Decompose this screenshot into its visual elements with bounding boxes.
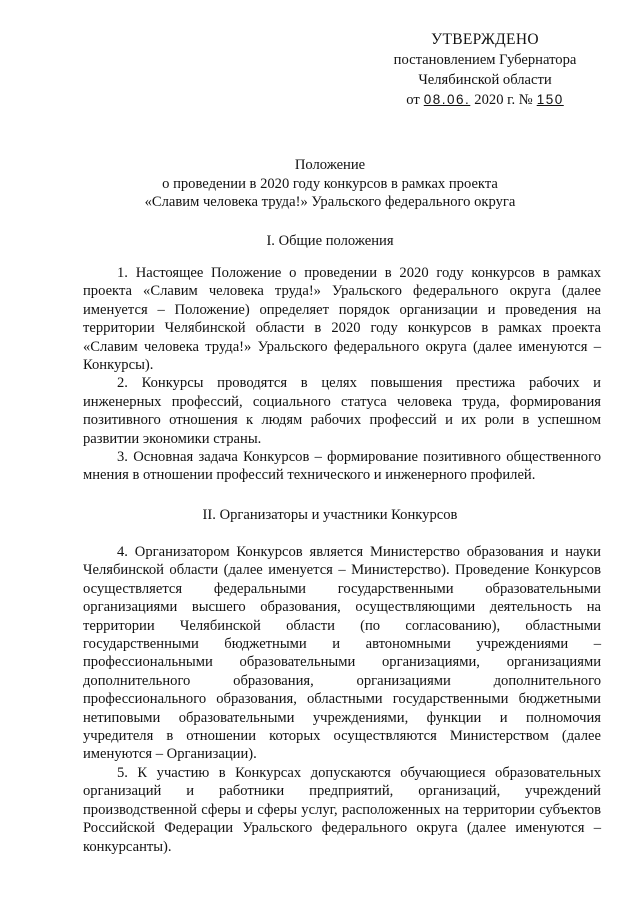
document-title [80,156,580,212]
approval-date: 08.06. [423,92,471,107]
paragraph-4: 4. Организатором Конкурсов является Министерство образования и науки Челябинской области (далее именуется – Министерство). Проведение Конкурсов осуществляется федеральными государственными образовательными организациями высшего образования, осуществляющими деятельность на территории Челябинской области (по согласованию), областными государственными бюджетными и автономными учреждениями – профессиональными образовательными организациями, организациями дополнительного образования, организациями дополнительного профессионального образования, областными государственными бюджетными нетиповыми образовательными учреждениями, функции и полномочия учредителя в отношении которых осуществляются Министерством (далее именуются – Организации). [83,544,601,763]
section-heading-general: I. Общие положения [266,233,394,249]
approval-line-1: постановлением Губернатора [393,52,577,68]
approval-title: УТВЕРЖДЕНО [431,31,539,48]
section-body-organizers [83,543,601,856]
approval-line-2: Челябинской области [418,72,552,88]
paragraph-2: 2. Конкурсы проводятся в целях повышения престижа рабочих и инженерных профессий, социального статуса человека труда, формирования позитивного отношения к людям рабочих профессий и их роли в успешном развитии экономики страны. [83,375,601,447]
title-line-1: Положение [294,157,366,173]
approval-date-line [360,90,610,110]
paragraph-3: 3. Основная задача Конкурсов – формирование позитивного общественного мнения в отношении профессий технического и инженерного профилей. [83,449,601,484]
paragraph-5: 5. К участию в Конкурсах допускаются обучающиеся образовательных организаций и работники предприятий, организаций, учреждений производственной сферы и сферы услуг, расположенных на территории субъектов Российской Федерации Уральского федерального округа (далее именуются – конкурсанты). [83,764,601,855]
approval-prefix: от [406,92,420,108]
approval-stamp [360,30,610,110]
approval-number: 150 [536,92,564,107]
paragraph-1: 1. Настоящее Положение о проведении в 2020 году конкурсов в рамках проекта «Славим человека труда!» Уральского федерального округа (далее именуется – Положение) определяет порядок организации и проведения на территории Челябинской области в 2020 году конкурсов в рамках проекта «Славим человека труда!» Уральского федерального округа (далее именуются – Конкурсы). [83,265,601,374]
title-line-3: «Славим человека труда!» Уральского федерального округа [144,194,516,211]
approval-year: 2020 г. № [474,92,533,108]
section-body-general [83,264,601,485]
section-heading-organizers: II. Организаторы и участники Конкурсов [202,507,458,523]
title-line-2: о проведении в 2020 году конкурсов в рамках проекта [162,175,498,192]
